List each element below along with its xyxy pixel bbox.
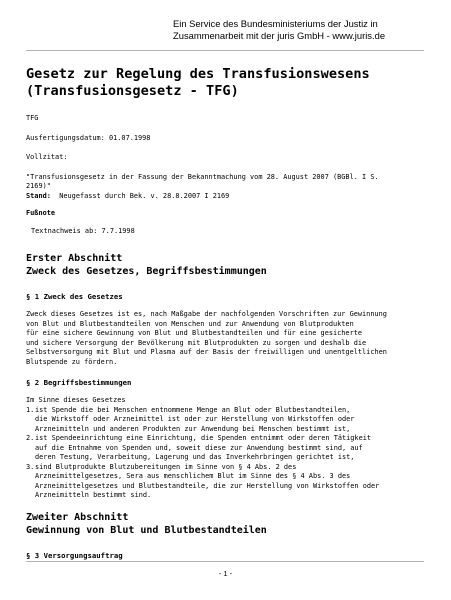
list-line: ist Spendeeinrichtung eine Einrichtung, die Spenden entnimmt oder deren Tätigkeit xyxy=(35,434,372,442)
vollzitat-line-2: 2169)" xyxy=(26,182,51,190)
paragraph-line: von Blut und Blutbestandteilen von Menschen und zur Anwendung von Blutprodukten xyxy=(26,319,354,328)
list-line: Arzneimitteln bestimmt sind. xyxy=(35,491,152,499)
abschnitt-2-title: Zweiter Abschnitt xyxy=(26,511,129,523)
list-line: ist Spende die bei Menschen entnommene Menge an Blut oder Blutbestandteilen, xyxy=(35,405,351,414)
list-line: die Wirkstoff oder Arzneimittel ist oder zur Herstellung von Wirkstoffen oder xyxy=(35,415,355,423)
list-item xyxy=(26,406,426,435)
law-abbreviation: TFG xyxy=(26,114,39,122)
ausfertigungsdatum: Ausfertigungsdatum: 01.07.1998 xyxy=(26,133,151,142)
list-number: 1. xyxy=(26,405,35,414)
abschnitt-2-subtitle: Gewinnung von Blut und Blutbestandteilen xyxy=(26,524,267,536)
abschnitt-1-title: Erster Abschnitt xyxy=(26,253,123,264)
paragraph-line: und sichere Versorgung der Bevölkerung mit Blutprodukten zu sorgen und deshalb die xyxy=(26,338,367,347)
paragraph-2-intro: Im Sinne dieses Gesetzes xyxy=(26,396,126,404)
definition-list xyxy=(26,406,426,501)
abschnitt-1-heading xyxy=(26,252,426,278)
law-title-line-2: (Transfusionsgesetz - TFG) xyxy=(26,83,239,99)
document-body xyxy=(26,66,426,561)
paragraph-3-heading: § 3 Versorgungsauftrag xyxy=(26,550,123,560)
service-line-2: Zusammenarbeit mit der juris GmbH - www.juris.de xyxy=(173,30,386,41)
list-item xyxy=(26,434,426,463)
abschnitt-1-subtitle: Zweck des Gesetzes, Begriffsbestimmungen xyxy=(26,266,267,277)
list-line: Arzneimittelgesetzes, Sera aus menschlichem Blut im Sinne des § 4 Abs. 3 des xyxy=(35,472,351,480)
abschnitt-2-heading xyxy=(26,511,426,537)
list-line: Arzneimittelgesetzes und Blutbestandteile, die zur Herstellung von Wirkstoffen oder xyxy=(35,481,380,490)
stand-label: Stand: xyxy=(26,191,51,200)
paragraph-1-heading: § 1 Zweck des Gesetzes xyxy=(26,292,123,301)
stand-row xyxy=(26,192,426,202)
paragraph-line: Blutspende zu fördern. xyxy=(26,357,118,366)
vollzitat-label: Vollzitat: xyxy=(26,153,68,161)
page-number: - 1 - xyxy=(218,569,233,578)
list-line: auf die Entnahme von Spenden und, soweit diese zur Anwendung bestimmt sind, auf xyxy=(35,443,363,452)
list-number: 2. xyxy=(26,434,35,442)
footer-divider xyxy=(26,561,424,562)
law-title-line-1: Gesetz zur Regelung des Transfusionswesens xyxy=(26,66,370,82)
textnachweis: Textnachweis ab: 7.7.1998 xyxy=(31,226,135,235)
list-line: sind Blutprodukte Blutzubereitungen im Sinne von § 4 Abs. 2 des xyxy=(35,462,297,471)
list-line: deren Testung, Verarbeitung, Lagerung und das Inverkehrbringen gerichtet ist, xyxy=(35,453,355,461)
law-title xyxy=(26,66,426,100)
header-divider xyxy=(26,50,424,51)
paragraph-1-text xyxy=(26,310,426,367)
fussnote-label: Fußnote xyxy=(26,209,56,217)
paragraph-line: Zweck dieses Gesetzes ist es, nach Maßgabe der nachfolgenden Vorschriften zur Gewinnung xyxy=(26,310,387,318)
list-line: Arzneimitteln und anderen Produkten zur Anwendung bei Menschen bestimmt ist, xyxy=(35,424,351,433)
list-item xyxy=(26,463,426,501)
paragraph-line: Selbstversorgung mit Blut und Plasma auf der Basis der freiwilligen und unentgeltlichen xyxy=(26,348,387,356)
list-number: 3. xyxy=(26,462,35,471)
vollzitat-line-1: "Transfusionsgesetz in der Fassung der Bekanntmachung vom 28. August 2007 (BGBl. I S. xyxy=(26,172,379,181)
service-line-1: Ein Service des Bundesministeriums der Justiz in xyxy=(173,18,378,29)
paragraph-2-heading: § 2 Begriffsbestimmungen xyxy=(26,378,132,387)
stand-text: Neugefasst durch Bek. v. 28.8.2007 I 2169 xyxy=(59,191,230,200)
paragraph-line: für eine sichere Gewinnung von Blut und Blutbestandteilen und für eine gesicherte xyxy=(26,329,363,337)
service-notice xyxy=(173,18,403,42)
